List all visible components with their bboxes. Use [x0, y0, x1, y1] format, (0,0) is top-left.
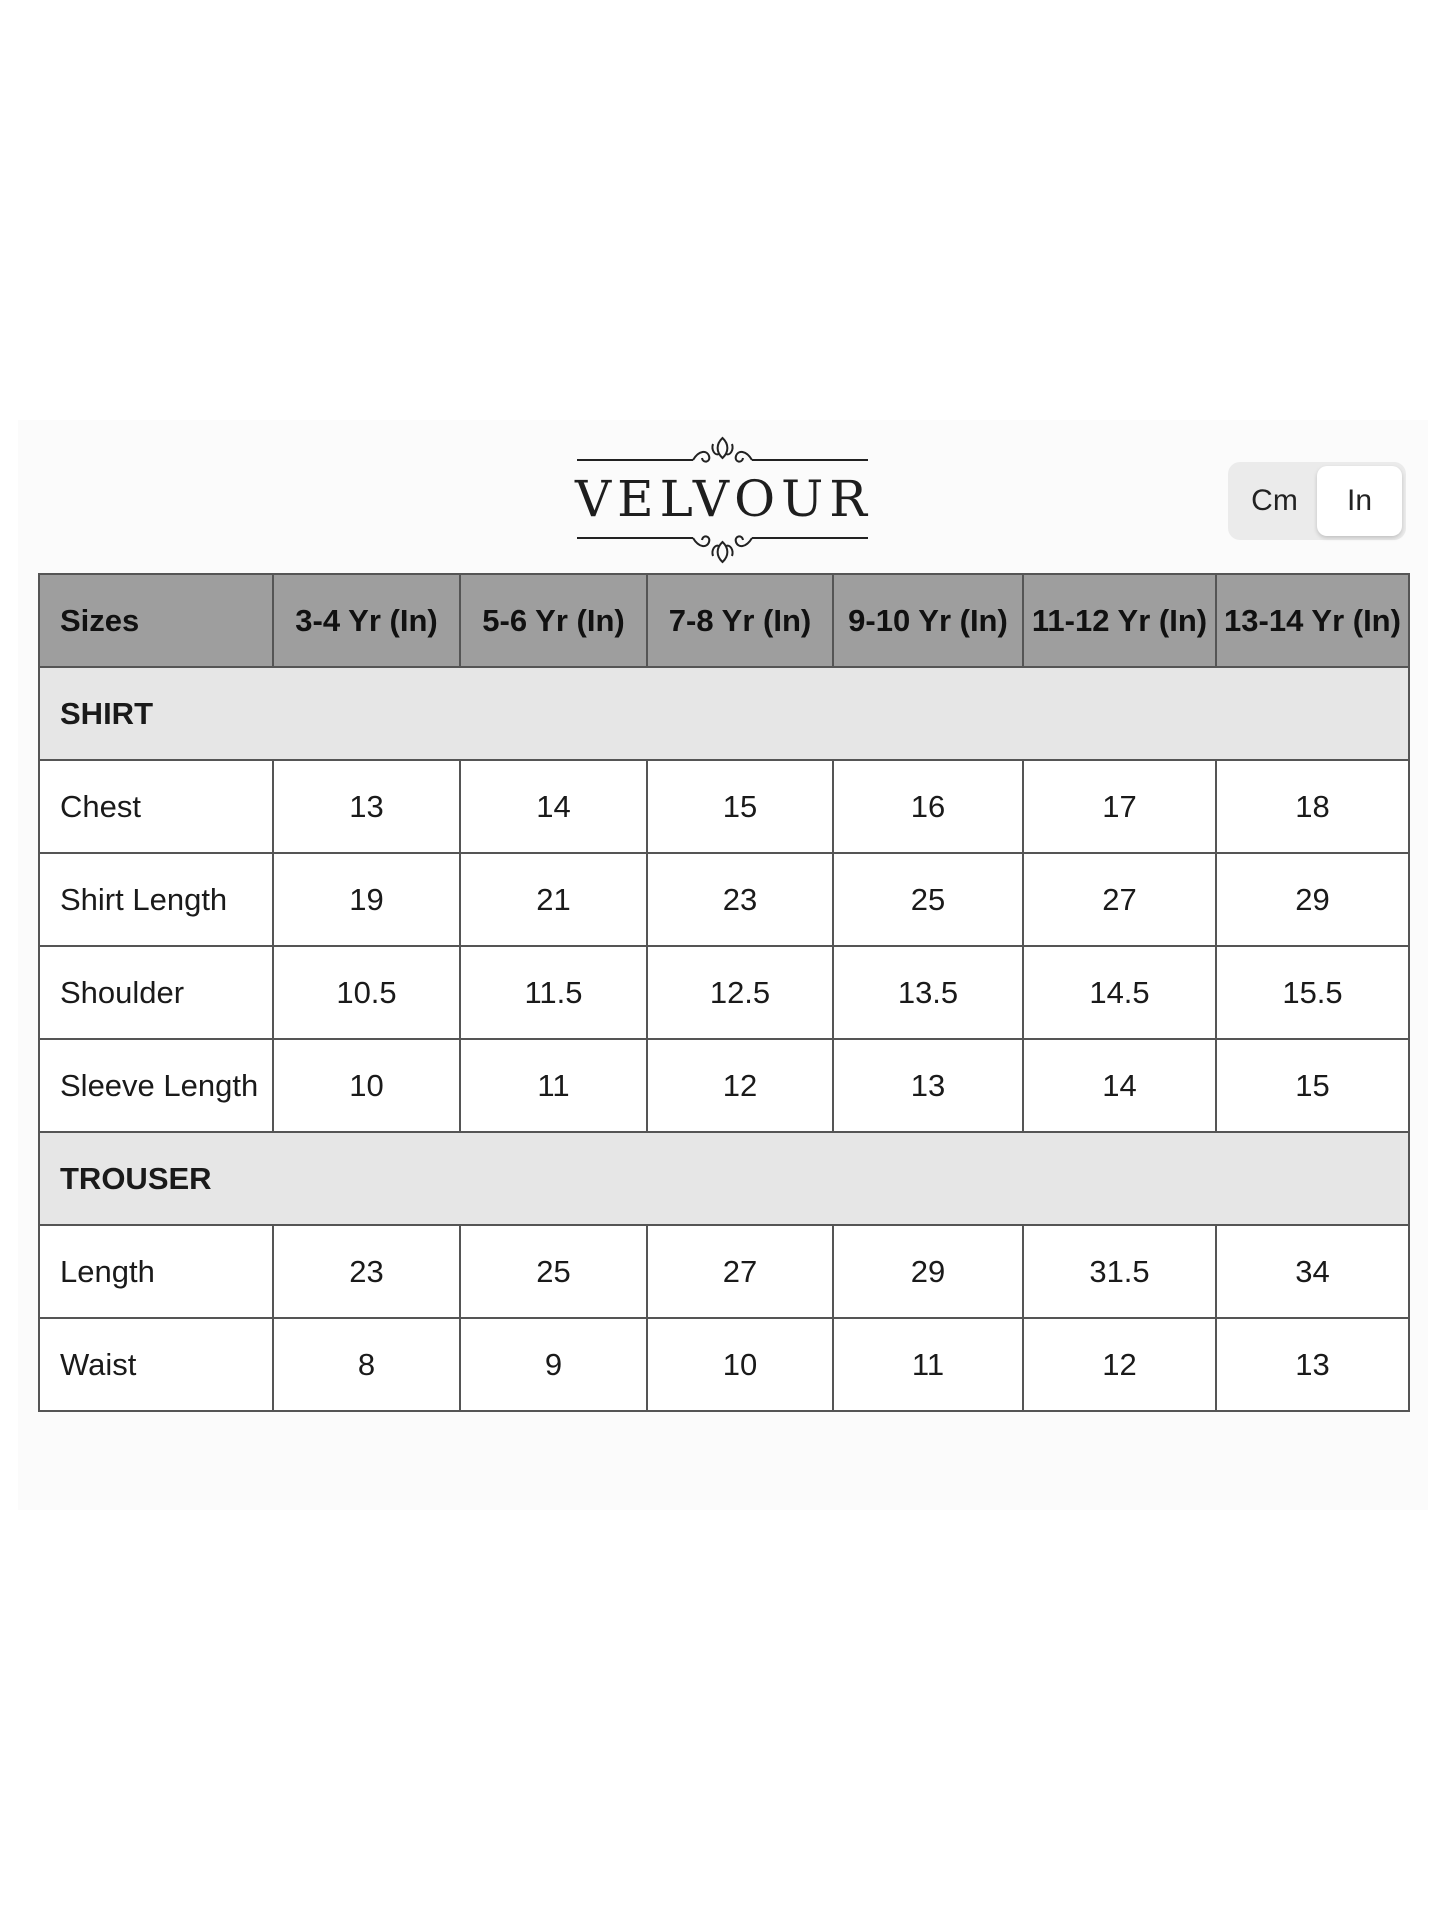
column-header: 11-12 Yr (In): [1023, 574, 1216, 667]
table-cell: 19: [273, 853, 460, 946]
table-cell: 10: [647, 1318, 833, 1411]
table-cell: 9: [460, 1318, 647, 1411]
row-label: Waist: [39, 1318, 273, 1411]
table-row: [39, 1225, 1409, 1318]
row-label: Sleeve Length: [39, 1039, 273, 1132]
table-cell: 14: [460, 760, 647, 853]
table-row: [39, 853, 1409, 946]
table-row: [39, 760, 1409, 853]
table-cell: 12: [647, 1039, 833, 1132]
table-cell: 15: [647, 760, 833, 853]
table-cell: 23: [647, 853, 833, 946]
row-label: Shirt Length: [39, 853, 273, 946]
table-cell: 11: [833, 1318, 1023, 1411]
table-cell: 18: [1216, 760, 1409, 853]
table-cell: 21: [460, 853, 647, 946]
row-label: Length: [39, 1225, 273, 1318]
section-title: TROUSER: [39, 1132, 1409, 1225]
table-cell: 13: [1216, 1318, 1409, 1411]
table-cell: 27: [647, 1225, 833, 1318]
table-row: [39, 1039, 1409, 1132]
unit-option-in[interactable]: In: [1317, 466, 1402, 536]
brand-name: VELVOUR: [575, 470, 873, 528]
table-cell: 12.5: [647, 946, 833, 1039]
column-header: 9-10 Yr (In): [833, 574, 1023, 667]
table-cell: 10: [273, 1039, 460, 1132]
table-cell: 31.5: [1023, 1225, 1216, 1318]
table-cell: 34: [1216, 1225, 1409, 1318]
column-header: 5-6 Yr (In): [460, 574, 647, 667]
table-cell: 14.5: [1023, 946, 1216, 1039]
table-cell: 12: [1023, 1318, 1216, 1411]
table-cell: 10.5: [273, 946, 460, 1039]
table-cell: 16: [833, 760, 1023, 853]
table-cell: 25: [833, 853, 1023, 946]
column-header: 13-14 Yr (In): [1216, 574, 1409, 667]
column-header: 7-8 Yr (In): [647, 574, 833, 667]
table-cell: 14: [1023, 1039, 1216, 1132]
table-cell: 15.5: [1216, 946, 1409, 1039]
table-cell: 17: [1023, 760, 1216, 853]
column-header: 3-4 Yr (In): [273, 574, 460, 667]
brand-logo: [575, 430, 873, 570]
unit-toggle[interactable]: [1228, 462, 1406, 540]
section-row-trouser: [39, 1132, 1409, 1225]
table-cell: 13: [273, 760, 460, 853]
table-cell: 29: [833, 1225, 1023, 1318]
table-cell: 23: [273, 1225, 460, 1318]
table-cell: 15: [1216, 1039, 1409, 1132]
unit-option-cm[interactable]: Cm: [1251, 484, 1298, 517]
table-cell: 13: [833, 1039, 1023, 1132]
size-chart-table: [38, 573, 1410, 1412]
section-row-shirt: [39, 667, 1409, 760]
table-cell: 11: [460, 1039, 647, 1132]
section-title: SHIRT: [39, 667, 1409, 760]
row-label: Chest: [39, 760, 273, 853]
table-cell: 25: [460, 1225, 647, 1318]
table-cell: 29: [1216, 853, 1409, 946]
column-header: Sizes: [39, 574, 273, 667]
table-row: [39, 1318, 1409, 1411]
row-label: Shoulder: [39, 946, 273, 1039]
table-cell: 13.5: [833, 946, 1023, 1039]
header-row: [39, 574, 1409, 667]
table-cell: 27: [1023, 853, 1216, 946]
table-row: [39, 946, 1409, 1039]
table-cell: 8: [273, 1318, 460, 1411]
table-cell: 11.5: [460, 946, 647, 1039]
